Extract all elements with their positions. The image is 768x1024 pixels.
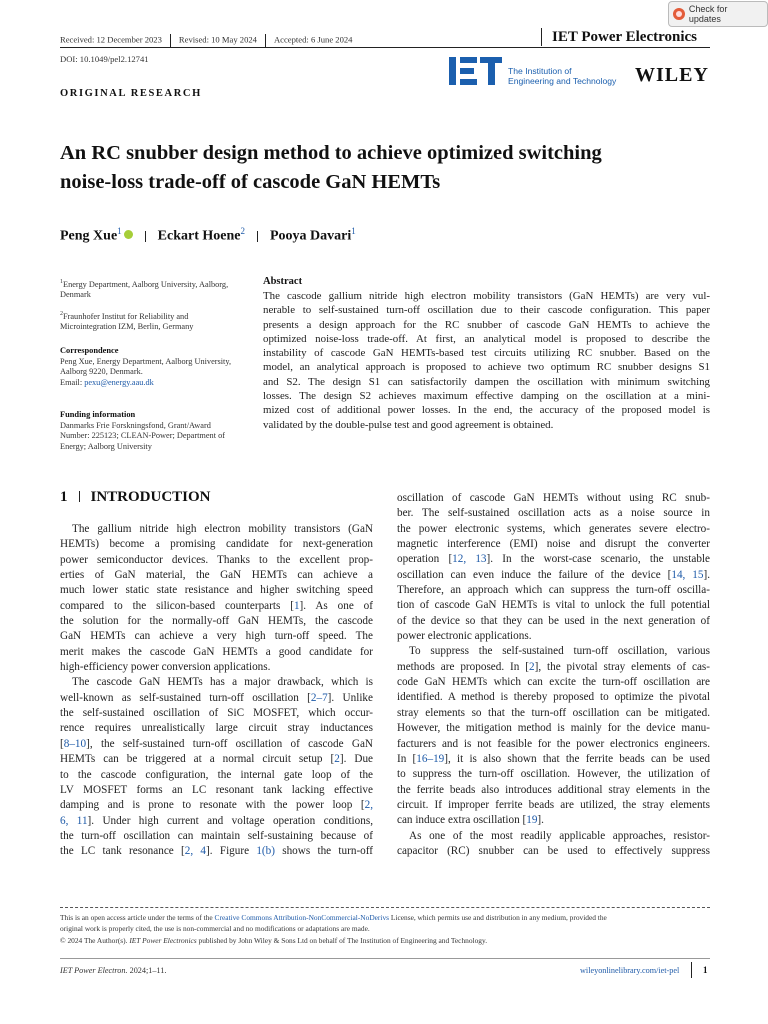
body-text-line: oscillation of cascode GaN HEMTs without using RC snub- <box>397 492 710 504</box>
divider <box>79 491 80 502</box>
journal-divider <box>541 28 542 46</box>
body-text-line: methods are proposed. In [2], the pivotal stray elements of cas- <box>397 660 711 673</box>
abstract <box>263 276 710 432</box>
funding-text: Energy; Aalborg University <box>60 441 152 451</box>
body-text-line: of the device so that they can be used in the next generation of <box>397 614 710 627</box>
author-name[interactable]: Eckart Hoene <box>157 228 241 244</box>
body-text-line: 6, 11]. Under high current and voltage operation conditions, <box>60 814 373 827</box>
citation-link[interactable]: 2 <box>528 660 535 673</box>
author-list <box>60 226 356 245</box>
citation-link[interactable]: 2, <box>364 799 373 812</box>
body-text-line: circuit. If improper ferrite beads are utilized, the stray elements <box>397 798 710 811</box>
body-text-line: the turn-off oscillation can maintain self-sustaining because of <box>60 829 373 842</box>
author-name[interactable]: Peng Xue <box>60 228 118 244</box>
body-column-left <box>60 522 373 860</box>
body-text-line: To suppress the self-sustained turn-off oscillation, various <box>409 645 710 658</box>
funding-heading: Funding information <box>60 410 136 419</box>
citation-link[interactable]: 12, 13 <box>452 553 487 566</box>
license-text: © 2024 The Author(s). <box>60 935 130 945</box>
license-line <box>60 935 710 946</box>
body-text-line: HEMTs) become a promising candidate for next-generation <box>60 538 373 551</box>
funding-information <box>60 410 260 452</box>
check-for-updates-button[interactable] <box>668 1 768 27</box>
body-text-line: [8–10], the self-sustained turn-off oscillation of cascode GaN <box>60 737 373 750</box>
body-text-line: LV MOSFET forms an LC resonant tank lacking effective <box>60 783 373 796</box>
revised-date: Revised: 10 May 2024 <box>178 34 257 45</box>
abstract-body <box>263 289 710 432</box>
body-text-line: In [16–19], it is also shown that the ferrite beads can be used <box>397 752 710 765</box>
affiliation-mark: 2 <box>60 310 63 317</box>
body-text-line: the LC tank resonance [2, 4]. Figure 1(b) shows the turn-off <box>60 845 374 858</box>
author-name[interactable]: Pooya Davari <box>270 228 352 244</box>
body-text-line: HEMTs can be triggered at a normal circuit setup [2]. Due <box>60 753 373 766</box>
footer-rule <box>60 958 710 959</box>
correspondence-email-line <box>60 378 250 389</box>
section-title: INTRODUCTION <box>90 489 211 505</box>
abstract-line: presents a design approach for the RC snubber of cascode GaN HEMTs to achieve the <box>263 318 710 331</box>
body-text-line: The cascode GaN HEMTs has a major drawback, which is <box>72 676 373 689</box>
citation-link[interactable]: 19 <box>526 814 538 827</box>
author-affiliation-mark: 1 <box>117 226 122 236</box>
affiliation-text: Microintegration IZM, Berlin, Germany <box>60 322 194 332</box>
affiliations <box>60 277 250 333</box>
body-text-line: erties of GaN material, the GaN HEMTs can achieve a <box>60 569 373 582</box>
funding-text: Danmarks Frie Forskningsfond, Grant/Award <box>60 420 211 430</box>
body-text-line: rence requires unrealistically large circuit stray inductances <box>60 722 373 735</box>
iet-logo-text <box>508 66 616 86</box>
abstract-line: The cascode gallium nitride high electron mobility transistors (GaN HEMTs) are very vul- <box>263 290 710 302</box>
body-column-right <box>397 491 710 859</box>
page-number: 1 <box>703 965 708 975</box>
check-for-updates-label: Check for updates <box>688 4 728 24</box>
citation-link[interactable]: 16–19 <box>416 752 445 765</box>
body-text-line: magnetic interference (EMI) noise and disrupt the converter <box>397 538 710 551</box>
body-text-line: capacitor (RC) snubber can be used to effectively suppress <box>397 844 710 857</box>
correspondence-text: Peng Xue, Energy Department, Aalborg University, <box>60 356 232 366</box>
body-text-line: the power electronic systems, which generates severe electro- <box>397 522 710 535</box>
body-text-line: facturers and is not feasible for the power electronics engineers. <box>397 737 710 750</box>
iet-logo-line1: The Institution of <box>508 66 572 76</box>
title-line: An RC snubber design method to achieve optimized switching <box>60 142 602 164</box>
correspondence-text: Aalborg 9220, Denmark. <box>60 367 143 376</box>
article-title <box>60 139 710 197</box>
correspondence-heading: Correspondence <box>60 346 119 355</box>
email-link[interactable]: pexu@energy.aau.dk <box>84 377 154 387</box>
body-text-line: the ferrite beads also introduces additional stray elements in the <box>397 783 710 796</box>
abstract-line: validated by the double-pulse test and good agreement is obtained. <box>263 418 554 431</box>
body-text-line: ber. The self-sustained oscillation acts as a noise source in <box>397 507 710 520</box>
received-date: Received: 12 December 2023 <box>60 34 162 45</box>
license-notice <box>60 912 710 946</box>
abstract-line: model, an analytical approach is proposed to achieve two optimum RC snubber designs S1 <box>263 361 710 374</box>
body-text-line: compared to the silicon-based counterparts [1]. As one of <box>60 599 373 612</box>
divider <box>257 231 258 242</box>
orcid-icon[interactable] <box>124 230 133 239</box>
divider <box>691 962 692 978</box>
body-text-line: oscillation can even induce the failure of the device [14, 15]. <box>397 568 710 581</box>
abstract-line: optimized noise-loss trade-off. At first, an analytical model is proposed to describe the <box>263 332 710 345</box>
citation-link[interactable]: 6, 11 <box>60 814 88 827</box>
divider <box>170 34 171 47</box>
citation <box>60 966 166 975</box>
license-text: License, which permits use and distribution in any medium, provided the <box>389 913 607 922</box>
body-text-line: to suppress the turn-off oscillation. However, the utilization of <box>397 768 710 781</box>
journal-name: IET Power Electronics <box>552 29 697 45</box>
iet-logo-line2: Engineering and Technology <box>508 76 617 86</box>
body-text-line: identified. A method is thereby proposed to optimize the pivotal <box>397 691 710 704</box>
affiliation-item <box>60 277 250 301</box>
divider <box>145 231 146 242</box>
body-text-line: Therefore, an approach which can suppress the turn-off oscilla- <box>397 584 710 597</box>
body-text-line: the self-sustained oscillation of SiC MOSFET, which occur- <box>60 707 373 720</box>
license-rule <box>60 907 710 908</box>
body-text-line: stray elements so that the turn-off oscillation can be mitigated. <box>397 706 710 719</box>
abstract-line: losses. The design S2 achieves maximum effective damping on the oscillation at a mini- <box>263 390 710 403</box>
body-text-line: the solution for the normally-off GaN HEMTs, the cascode <box>60 615 373 628</box>
license-text: This is an open access article under the terms of the <box>60 913 215 922</box>
correspondence <box>60 346 250 388</box>
article-type-label: ORIGINAL RESEARCH <box>60 88 202 99</box>
body-text-line: power semiconductor devices. Thanks to the excellent prop- <box>60 553 373 566</box>
publication-dates <box>60 34 352 47</box>
affiliation-mark: 1 <box>60 279 63 285</box>
body-text-line: damping and is prone to resonate with the power loop [2, <box>60 799 373 812</box>
divider <box>265 34 266 47</box>
header-rule <box>60 47 710 48</box>
abstract-line: instability of cascode GaN HEMTs-based test circuits utilizing RC snubber. Based on the <box>263 347 710 360</box>
body-text-line: As one of the most readily applicable approaches, resistor- <box>409 829 710 842</box>
funding-text: Number: 225123; CLEAN-Power; Department of <box>60 431 225 440</box>
affiliation-text: Fraunhofer Institut for Reliability and <box>63 311 189 321</box>
citation-link[interactable]: 2 <box>334 753 340 766</box>
title-line: noise-loss trade-off of cascode GaN HEMTs <box>60 171 441 193</box>
body-text-line: merit makes the cascode GaN HEMTs a good candidate for <box>60 645 373 658</box>
citation-detail: 2024;1–11. <box>127 966 167 975</box>
author-affiliation-mark: 2 <box>240 226 245 236</box>
affiliation-item <box>60 309 250 333</box>
abstract-line: and S2. The design S1 can satisfactorily dampen the oscillation with minimum switching <box>263 375 710 388</box>
author-affiliation-mark: 1 <box>351 226 356 236</box>
citation-link[interactable]: 8–10 <box>63 737 87 750</box>
body-text-line: can induce extra oscillation [19]. <box>397 814 544 827</box>
wiley-logo[interactable]: WILEY <box>635 64 709 86</box>
iet-logo[interactable] <box>449 56 503 86</box>
citation-link[interactable]: 1(b) <box>256 845 275 858</box>
abstract-line: nerable to self-sustained turn-off oscillation due to their cascode configuration. This paper <box>263 304 710 317</box>
citation-link[interactable]: 2, 4 <box>184 845 207 858</box>
license-text: published by John Wiley & Sons Ltd on behalf of The Institution of Engineering and Technology. <box>196 935 488 945</box>
license-link[interactable]: Creative Commons Attribution-NonCommercial-NoDerivs <box>214 913 390 922</box>
body-text-line: much lower static state resistance and higher switching speed <box>60 584 373 597</box>
update-icon <box>673 8 685 20</box>
citation-link[interactable]: 1 <box>293 599 300 612</box>
body-text-line: However, the mitigation method is mainly for the device manu- <box>397 722 710 735</box>
affiliation-text: Denmark <box>60 290 91 300</box>
body-text-line: to the cascode configuration, the internal gate loop of the <box>60 768 373 781</box>
citation-link[interactable]: 14, 15 <box>671 568 704 581</box>
affiliation-text: Energy Department, Aalborg University, Aalborg, <box>63 279 229 289</box>
abstract-line: mized cost of additional power losses. In the end, the accuracy of the proposed model is <box>263 404 710 417</box>
section-number: 1 <box>60 489 68 505</box>
body-text-line: tion of cascode GaN HEMTs is vital to unlock the full potential <box>397 599 710 612</box>
license-line: original work is properly cited, the use is non-commercial and no modifications or adaptations are made. <box>60 924 370 934</box>
body-text-line: The gallium nitride high electron mobility transistors (GaN <box>72 523 373 535</box>
section-heading <box>60 489 211 506</box>
license-line <box>60 912 710 923</box>
license-journal: IET Power Electronics <box>129 935 197 945</box>
body-text-line: power electronic applications. <box>397 630 532 643</box>
body-text-line: code GaN HEMTs which can excite the turn-off oscillation are <box>397 676 710 689</box>
body-text-line: GaN HEMTs can achieve a very high turn-off speed. The <box>60 630 373 643</box>
journal-url[interactable]: wileyonlinelibrary.com/iet-pel <box>580 966 680 975</box>
body-text-line: well-known as self-sustained turn-off oscillation [2–7]. Unlike <box>60 691 373 704</box>
doi[interactable]: DOI: 10.1049/pel2.12741 <box>60 54 149 64</box>
citation-link[interactable]: 2–7 <box>310 691 328 704</box>
iet-logo-mark <box>449 56 503 86</box>
accepted-date: Accepted: 6 June 2024 <box>273 34 353 45</box>
email-label: Email: <box>60 377 85 387</box>
abstract-heading: Abstract <box>263 276 303 287</box>
body-text-line: high-efficiency power conversion applications. <box>60 661 271 674</box>
body-text-line: operation [12, 13]. In the worst-case scenario, the unstable <box>397 553 711 566</box>
citation-journal: IET Power Electron. <box>60 966 128 975</box>
